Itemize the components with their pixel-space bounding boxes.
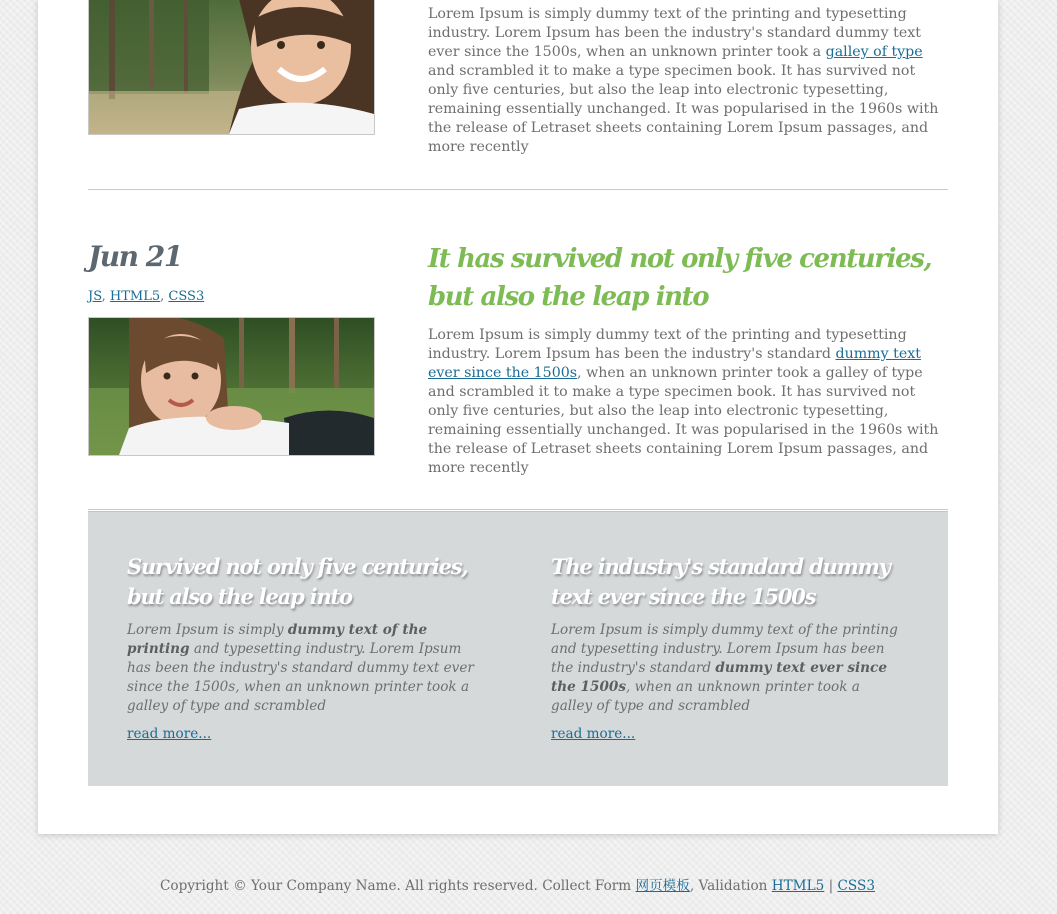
footer-copyright: Copyright © Your Company Name. All rights reserved. Collect Form <box>160 878 636 894</box>
feature-1-text <box>127 621 477 716</box>
feature-2-text-end: , when an unknown printer took a galley of type and scrambled <box>551 679 860 714</box>
tag-link-js[interactable]: JS <box>88 289 102 304</box>
feature-divider <box>88 509 948 510</box>
post1-body-text-end: and scrambled it to make a type specimen book. It has survived not only five centuries, but also the leap into electronic typesetting, remaining essentially unchanged. It was popularised in the 1960s with the release of Letraset sheets containing Lorem Ipsum passages, and more recently <box>428 63 939 155</box>
feature-column-2 <box>551 552 901 742</box>
post1-galley-link[interactable]: galley of type <box>825 44 923 60</box>
post2-dummy-text-link[interactable]: dummy text ever since the 1500s <box>428 346 921 381</box>
content-panel <box>38 0 998 834</box>
tag-link-css3[interactable]: CSS3 <box>168 289 205 304</box>
feature-2-title[interactable]: The industry's standard dummy text ever since the 1500s <box>551 554 890 609</box>
footer <box>0 874 1035 894</box>
footer-template-link[interactable]: 网页模板 <box>635 878 690 894</box>
feature-2-read-more-link[interactable]: read more... <box>551 726 636 742</box>
feature-column-1 <box>127 552 477 742</box>
feature-1-read-more-link[interactable]: read more... <box>127 726 212 742</box>
post1-photo <box>88 0 375 135</box>
footer-separator: | <box>824 878 838 894</box>
feature-2-text-bold: dummy text ever since the 1500s <box>551 660 887 695</box>
post2-body-text-start: Lorem Ipsum is simply dummy text of the printing and typesetting industry. Lorem Ipsum has been the industry's standard <box>428 327 907 362</box>
post2-photo <box>88 317 375 456</box>
post1-body <box>428 5 948 157</box>
tag-separator: , <box>160 289 169 304</box>
post-divider <box>88 189 948 190</box>
featured-section <box>88 511 948 786</box>
tag-link-html5[interactable]: HTML5 <box>109 289 161 304</box>
footer-html5-link[interactable]: HTML5 <box>771 878 825 894</box>
feature-1-text-bold: dummy text of the printing <box>127 622 428 657</box>
tag-separator: , <box>101 289 110 304</box>
post2-body-text-end: , when an unknown printer took a galley of type and scrambled it to make a type specimen book. It has survived not only five centuries, but also the leap into electronic typesetting, remaining essentially unchanged. It was popularised in the 1960s with the release of Letraset sheets containing Lorem Ipsum passages, and more recently <box>428 365 939 476</box>
post1-body-text-start: Lorem Ipsum is simply dummy text of the printing and typesetting industry. Lorem Ipsum has been the industry's standard dummy text ever since the 1500s, when an unknown printer took a <box>428 6 921 60</box>
footer-css3-link[interactable]: CSS3 <box>837 878 875 894</box>
post2-title[interactable]: It has survived not only five centuries, but also the leap into <box>428 244 932 312</box>
feature-2-text-start: Lorem Ipsum is simply dummy text of the printing and typesetting industry. Lorem Ipsum has been the industry's standard <box>551 622 898 676</box>
footer-validation-label: , Validation <box>689 878 772 894</box>
feature-2-text <box>551 621 901 716</box>
post2-date: Jun 21 <box>88 240 182 273</box>
feature-1-text-start: Lorem Ipsum is simply <box>127 622 288 638</box>
post2-tags <box>88 289 204 304</box>
feature-1-title[interactable]: Survived not only five centuries, but also the leap into <box>127 554 468 609</box>
feature-1-text-end: and typesetting industry. Lorem Ipsum has been the industry's standard dummy text ever since the 1500s, when an unknown printer took a galley of type and scrambled <box>127 641 474 714</box>
post2-body <box>428 326 948 478</box>
